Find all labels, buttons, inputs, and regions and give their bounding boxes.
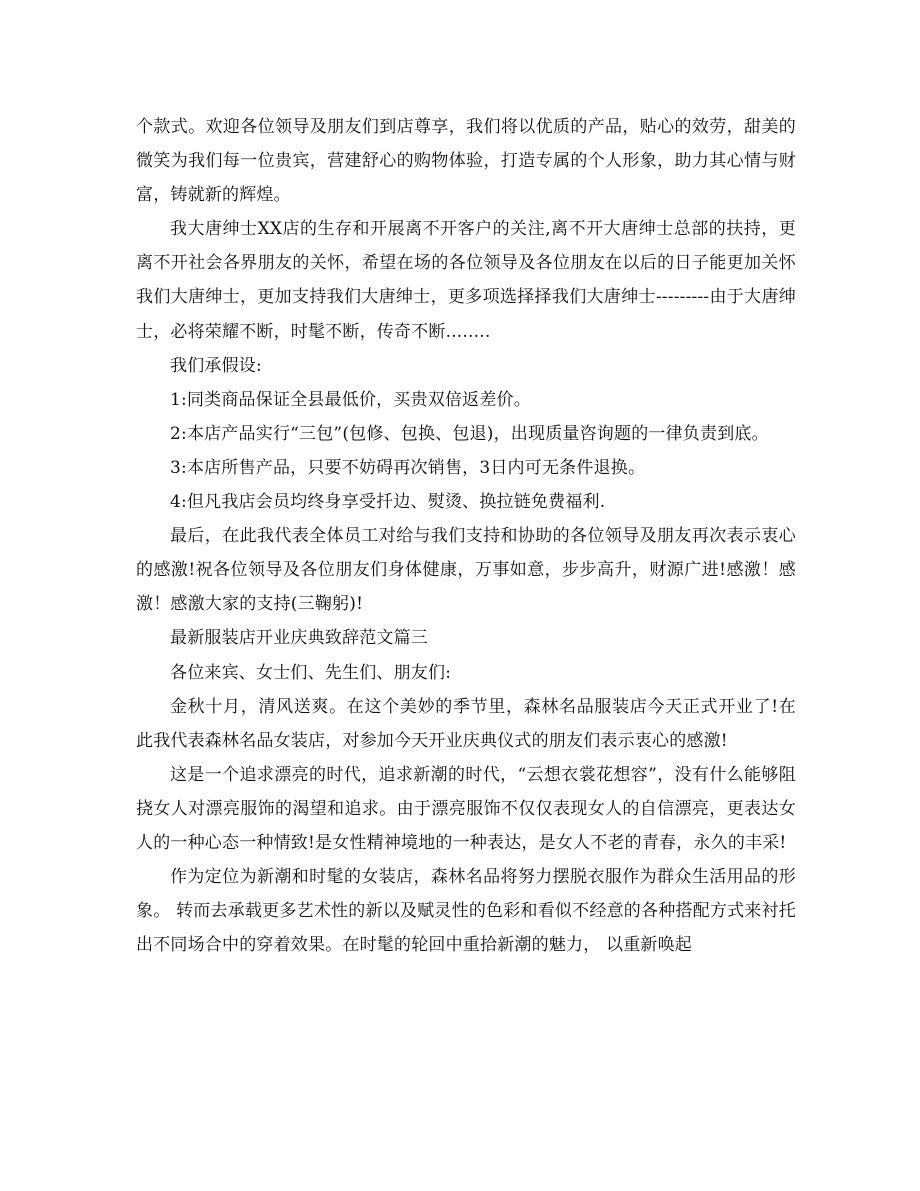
paragraph: 这是一个追求漂亮的时代，追求新潮的时代，“云想衣裳花想容”，没有什么能够阻挠女人对漂亮服饰的渴望和追求。由于漂亮服饰不仅仅表现女人的自信漂亮，更表达女人的一种心态一种情致!是女性精神境地的一种表达，是女人不老的青春，永久的丰采! bbox=[136, 764, 796, 853]
paragraph: 最后，在此我代表全体员工对给与我们支持和协助的各位领导及朋友再次表示衷心的感激!祝各位领导及各位朋友们身体健康，万事如意，步步高升，财源广进!感激！感激！感激大家的支持(三鞠躬)! bbox=[136, 526, 796, 615]
paragraph: 4:但凡我店会员均终身享受扦边、熨烫、换拉链免费福利. bbox=[170, 492, 606, 513]
paragraph: 作为定位为新潮和时髦的女装店，森林名品将努力摆脱衣服作为群众生活用品的形象。 转而去承载更多艺术性的新以及赋灵性的色彩和看似不经意的各种搭配方式来衬托出不同场合中的穿着效果。在时髦的轮回中重拾新潮的魅力， 以重新唤起 bbox=[136, 867, 796, 956]
paragraph: 个款式。欢迎各位领导及朋友们到店尊享，我们将以优质的产品，贴心的效劳，甜美的微笑为我们每一位贵宾，营建舒心的购物体验，打造专属的个人形象，助力其心情与财富，铸就新的辉煌。 bbox=[136, 117, 796, 206]
paragraph: 3:本店所售产品，只要不妨碍再次销售，3日内可无条件退换。 bbox=[170, 457, 646, 478]
section-heading: 最新服装店开业庆典致辞范文篇三 bbox=[170, 628, 428, 649]
document-body bbox=[136, 110, 796, 962]
paragraph: 我大唐绅士XX店的生存和开展离不开客户的关注,离不开大唐绅士总部的扶持，更离不开社会各界朋友的关怀，希望在场的各位领导及各位朋友在以后的日子能更加关怀我们大唐绅士，更加支持我们大唐绅士，更多项选择择我们大唐绅士---------由于大唐绅士，必将荣耀不断，时髦不断，传奇不断........ bbox=[136, 219, 796, 342]
paragraph: 2:本店产品实行“三包”(包修、包换、包退)，出现质量咨询题的一律负责到底。 bbox=[170, 423, 769, 444]
paragraph: 1:同类商品保证全县最低价，买贵双倍返差价。 bbox=[170, 389, 531, 410]
paragraph: 我们承假设: bbox=[170, 355, 262, 376]
paragraph: 金秋十月，清风送爽。在这个美妙的季节里，森林名品服装店今天正式开业了!在此我代表森林名品女装店，对参加今天开业庆典仪式的朋友们表示衷心的感激! bbox=[136, 696, 796, 751]
salutation: 各位来宾、女士们、先生们、朋友们: bbox=[170, 662, 452, 683]
